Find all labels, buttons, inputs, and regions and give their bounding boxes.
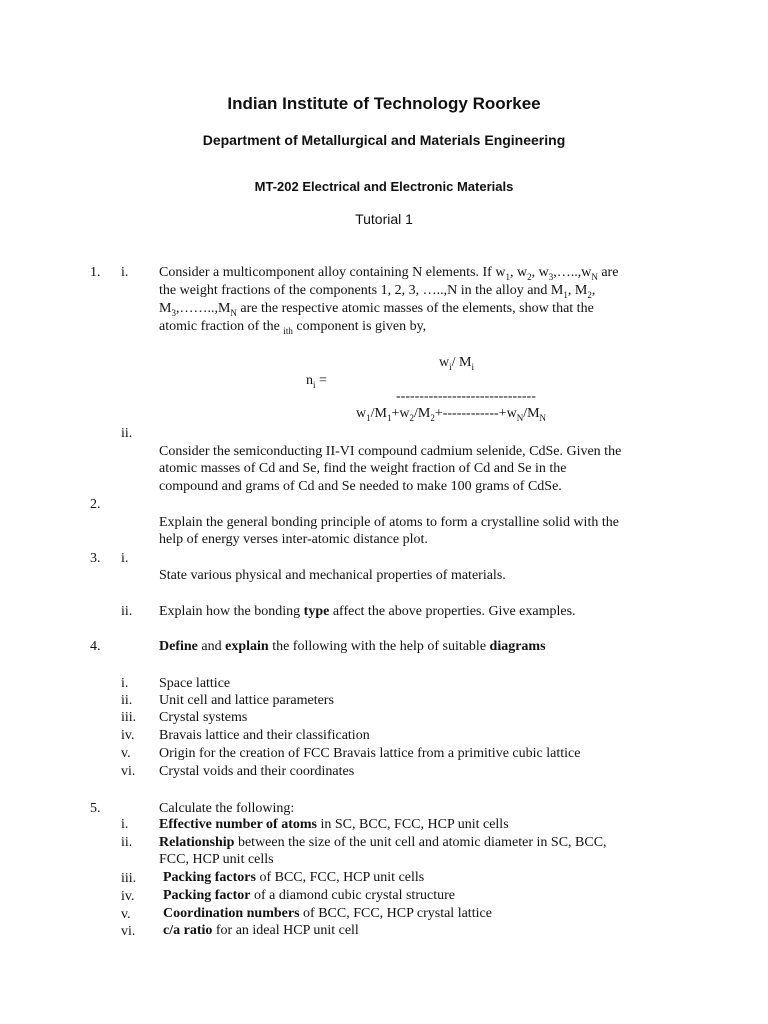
q2-line1: Explain the general bonding principle of atoms to form a crystalline solid with the: [159, 515, 619, 530]
q5-number: 5.: [90, 801, 101, 816]
q1-ii-line3: compound and grams of Cd and Se needed to make 100 grams of CdSe.: [159, 479, 562, 494]
q5-item-roman: vi.: [121, 924, 136, 939]
q5-item-text: Packing factors of BCC, FCC, HCP unit cells: [163, 870, 425, 885]
q5-item-text: Effective number of atoms in SC, BCC, FCC, HCP unit cells: [159, 817, 509, 832]
q5-item-text: c/a ratio for an ideal HCP unit cell: [163, 923, 359, 938]
q4-item-text: Crystal voids and their coordinates: [159, 764, 355, 779]
q1-ii-line1: Consider the semiconducting II-VI compound cadmium selenide, CdSe. Given the: [159, 444, 622, 459]
q5-item-text: Relationship between the size of the unit cell and atomic diameter in SC, BCC,: [159, 835, 607, 850]
q5-intro: Calculate the following:: [159, 801, 295, 816]
q5-item-text-cont: FCC, HCP unit cells: [159, 852, 274, 867]
q4-item-roman: i.: [121, 676, 129, 691]
formula-divider: ------------------------------: [396, 389, 536, 404]
q5-item-roman: iii.: [121, 871, 137, 886]
q5-item-text: Coordination numbers of BCC, FCC, HCP crystal lattice: [163, 906, 492, 921]
q2-number: 2.: [90, 497, 101, 512]
formula-denominator: $w_1/M_1+w_2/M_2+------------+w_N/M_N$: [356, 406, 547, 423]
q5-item-roman: v.: [121, 907, 131, 922]
q3-roman-i: i.: [121, 551, 129, 566]
q4-item-roman: v.: [121, 746, 131, 761]
q1-i-line2: the weight fractions of the components 1, 2, 3, …..,N in the alloy and $M_1$, $M_2$,: [159, 283, 596, 300]
q4-item-text: Origin for the creation of FCC Bravais lattice from a primitive cubic lattice: [159, 746, 581, 761]
q1-roman-i: i.: [121, 265, 129, 280]
institute-title: Indian Institute of Technology Roorkee: [227, 94, 541, 113]
q4-item-text: Space lattice: [159, 676, 231, 691]
q4-item-text: Bravais lattice and their classification: [159, 728, 370, 743]
q4-item-roman: ii.: [121, 693, 133, 708]
q5-item-text: Packing factor of a diamond cubic crystal structure: [163, 888, 455, 903]
q1-number: 1.: [90, 265, 101, 280]
q5-item-roman: ii.: [121, 835, 133, 850]
q1-roman-ii: ii.: [121, 426, 133, 441]
formula-numerator: $w_i/$ $M_i$: [439, 355, 474, 372]
q5-item-roman: iv.: [121, 889, 135, 904]
q4-item-text: Unit cell and lattice parameters: [159, 693, 334, 708]
q4-item-roman: vi.: [121, 764, 136, 779]
q3-ii-text: Explain how the bonding type affect the above properties. Give examples.: [159, 604, 576, 619]
q4-number: 4.: [90, 639, 101, 654]
course-title: MT-202 Electrical and Electronic Materials: [254, 179, 514, 194]
q4-item-roman: iii.: [121, 710, 137, 725]
q3-i-text: State various physical and mechanical properties of materials.: [159, 568, 506, 583]
q4-item-text: Crystal systems: [159, 710, 248, 725]
q1-i-line3: $M_3,\dots\dots..,M_N$ are the respective atomic masses of the elements, show that the: [159, 301, 594, 318]
q2-line2: help of energy verses inter-atomic distance plot.: [159, 532, 428, 547]
q1-ii-line2: atomic masses of Cd and Se, find the weight fraction of Cd and Se in the: [159, 461, 567, 476]
tutorial-title: Tutorial 1: [355, 211, 413, 227]
formula-lhs: $n_i$ =: [306, 373, 327, 390]
q5-item-roman: i.: [121, 817, 129, 832]
q3-roman-ii: ii.: [121, 604, 133, 619]
q4-item-roman: iv.: [121, 728, 135, 743]
q4-instruction: Define and explain the following with the help of suitable diagrams: [159, 639, 546, 654]
q1-i-line4: atomic fraction of the $_{ith}$ component is given by,: [159, 319, 427, 336]
department-title: Department of Metallurgical and Materials Engineering: [202, 132, 566, 148]
q1-i-line1: Consider a multicomponent alloy containing N elements. If $w_1$, $w_2$, $w_3,\dots..,w_N$ are: [159, 265, 619, 282]
q3-number: 3.: [90, 551, 101, 566]
